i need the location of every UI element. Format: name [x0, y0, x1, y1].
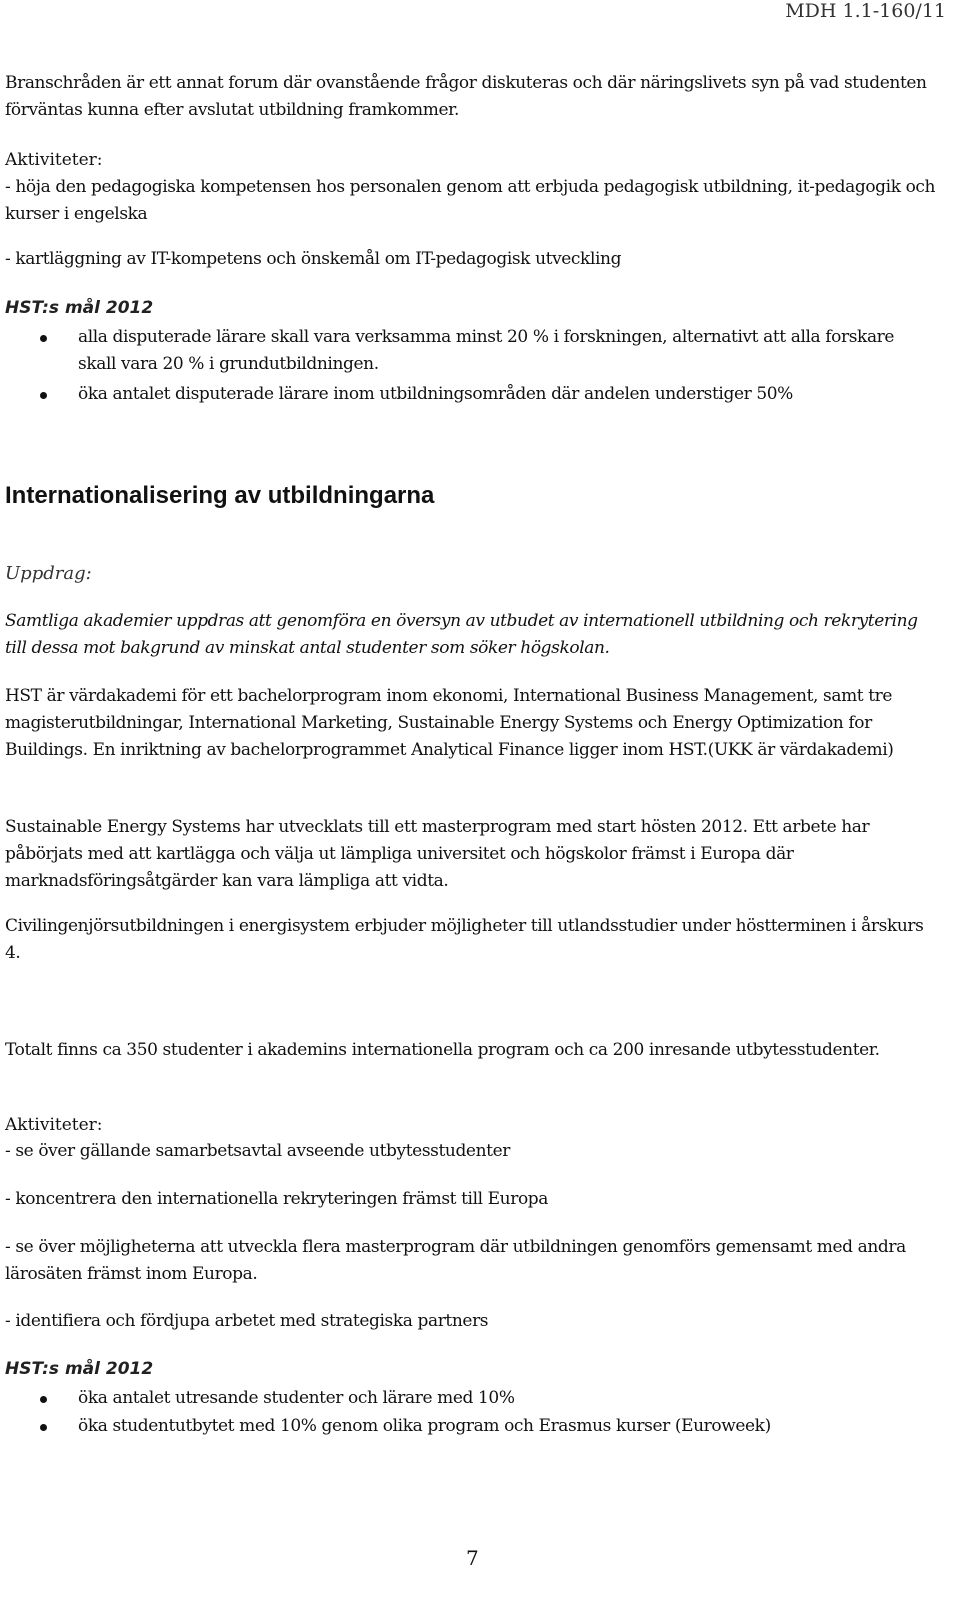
- goal-bullet: [40, 381, 930, 408]
- section-heading: Internationalisering av utbildningarna: [5, 482, 435, 509]
- bullet-icon: [40, 1396, 47, 1403]
- assignment-text: Samtliga akademier uppdras att genomföra en översyn av utbudet av internationell utbildning och rekrytering till dessa mot bakgrund av minskat antal studenter som söker högskolan.: [5, 611, 918, 658]
- goal-text: öka studentutbytet med 10% genom olika program och Erasmus kurser (Euroweek): [78, 1416, 771, 1436]
- goal-text: öka antalet utresande studenter och lärare med 10%: [78, 1388, 515, 1408]
- bullet-icon: [40, 1424, 47, 1431]
- activity-item: - kartläggning av IT-kompetens och önskemål om IT-pedagogisk utveckling: [5, 249, 622, 269]
- paragraph: Sustainable Energy Systems har utvecklats till ett masterprogram med start hösten 2012. Ett arbete har påbörjats med att kartlägga och välja ut lämpliga universitet och högskolor främst i Europa där marknadsföringsåtgärder kan vara lämpliga att vidta.: [5, 817, 870, 891]
- assignment-label: Uppdrag:: [5, 563, 92, 584]
- goal-bullet: [40, 1413, 930, 1440]
- goal-label: HST:s mål 2012: [5, 1359, 154, 1379]
- activity-item: - identifiera och fördjupa arbetet med strategiska partners: [5, 1311, 489, 1331]
- activity-item: - höja den pedagogiska kompetensen hos personalen genom att erbjuda pedagogisk utbildning, it-pedagogik och kurser i engelska: [5, 177, 936, 224]
- paragraph: Civilingenjörsutbildningen i energisystem erbjuder möjligheter till utlandsstudier under höstterminen i årskurs 4.: [5, 916, 924, 963]
- goal-text: alla disputerade lärare skall vara verksamma minst 20 % i forskningen, alternativt att alla forskare skall vara 20 % i grundutbildningen.: [78, 327, 895, 374]
- activity-item: - koncentrera den internationella rekryteringen främst till Europa: [5, 1189, 548, 1209]
- document-id: MDH 1.1-160/11: [785, 0, 946, 22]
- paragraph: Totalt finns ca 350 studenter i akademins internationella program och ca 200 inresande utbytesstudenter.: [5, 1040, 880, 1060]
- activity-item: - se över gällande samarbetsavtal avseende utbytesstudenter: [5, 1141, 510, 1161]
- activities-label: Aktiviteter:: [5, 150, 103, 170]
- paragraph: HST är värdakademi för ett bachelorprogram inom ekonomi, International Business Management, samt tre magisterutbildningar, International Marketing, Sustainable Energy Systems och Energy Optimization for Buildings. En inriktning av bachelorprogrammet Analytical Finance ligger inom HST.(UKK är värdakademi): [5, 686, 894, 760]
- bullet-icon: [40, 392, 47, 399]
- activities-label: Aktiviteter:: [5, 1115, 103, 1135]
- bullet-icon: [40, 335, 47, 342]
- goal-bullet: [40, 324, 930, 378]
- goal-label: HST:s mål 2012: [5, 298, 154, 318]
- page-number: 7: [466, 1546, 479, 1570]
- intro-paragraph: Branschråden är ett annat forum där ovanstående frågor diskuteras och där näringslivets syn på vad studenten förväntas kunna efter avslutat utbildning framkommer.: [5, 73, 927, 120]
- goal-bullet: [40, 1385, 930, 1412]
- activity-item: - se över möjligheterna att utveckla flera masterprogram där utbildningen genomförs gemensamt med andra lärosäten främst inom Europa.: [5, 1237, 906, 1284]
- goal-text: öka antalet disputerade lärare inom utbildningsområden där andelen understiger 50%: [78, 384, 793, 404]
